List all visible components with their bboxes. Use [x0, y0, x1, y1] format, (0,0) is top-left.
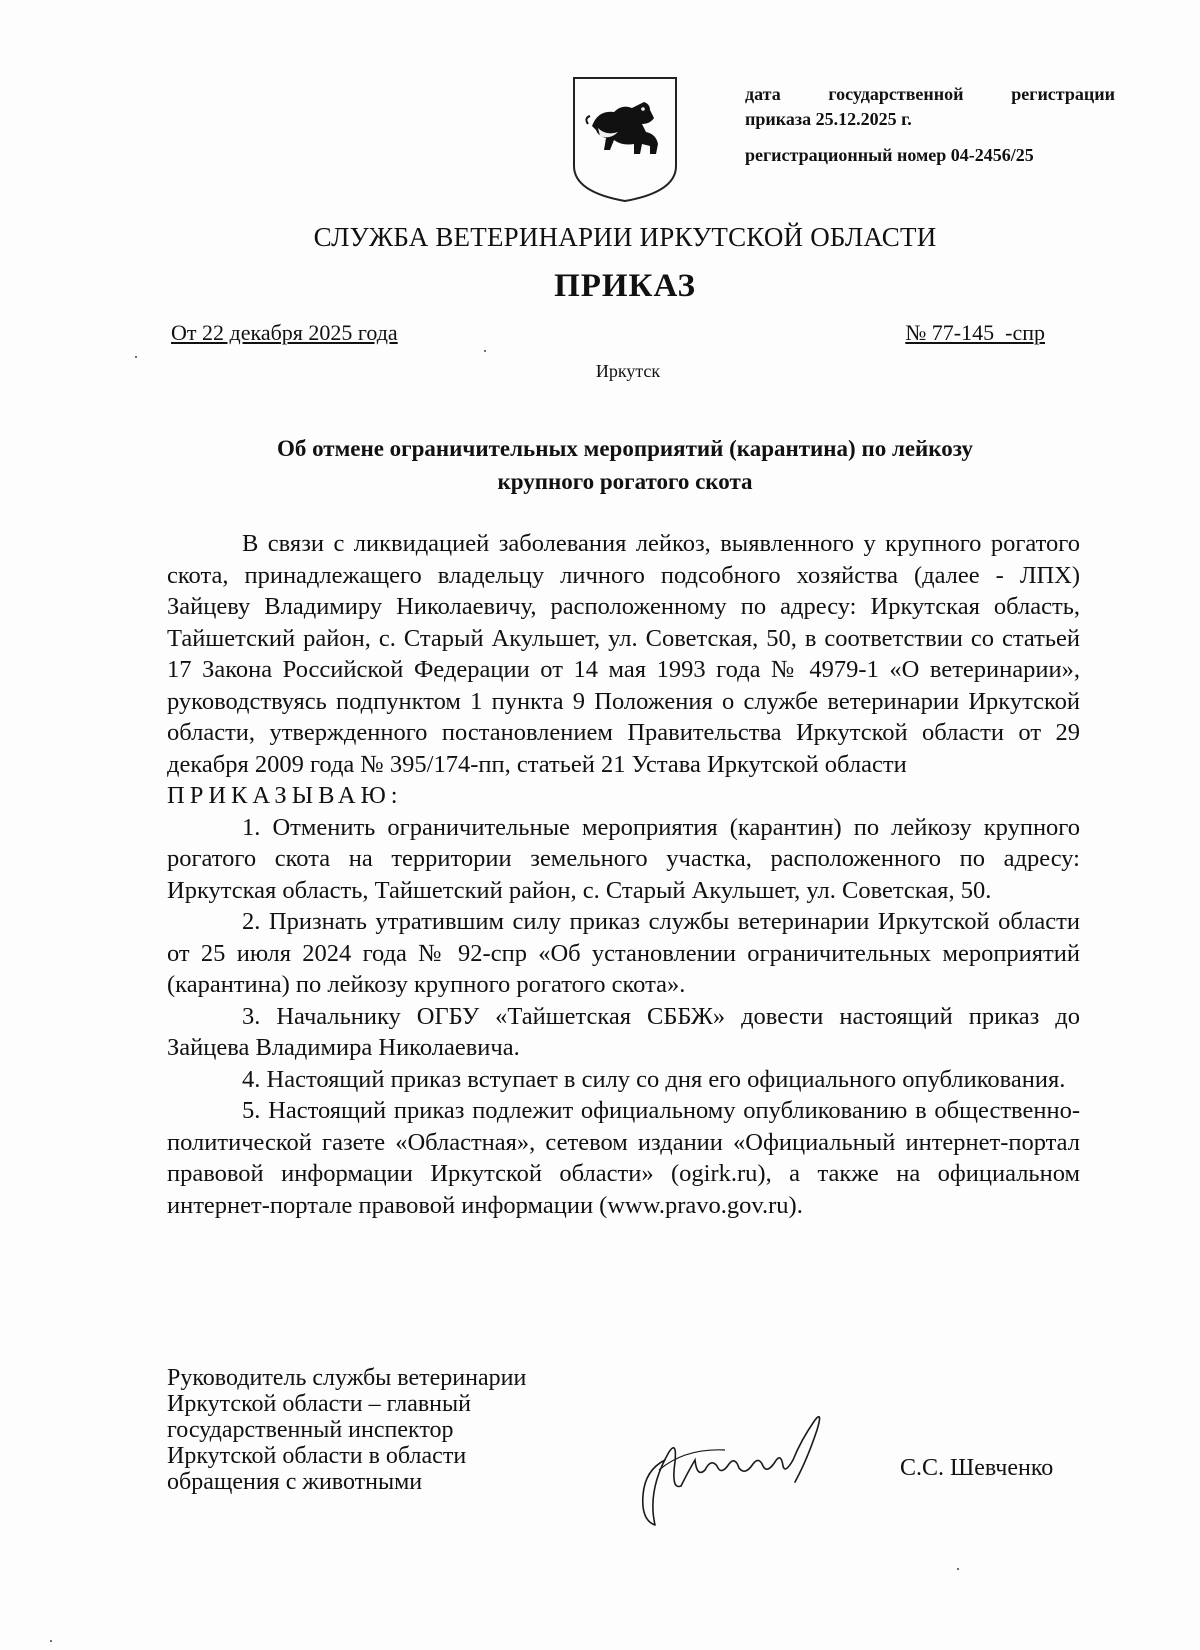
title-line: крупного рогатого скота	[497, 469, 753, 494]
agency-name: СЛУЖБА ВЕТЕРИНАРИИ ИРКУТСКОЙ ОБЛАСТИ	[313, 222, 937, 252]
registration-word: дата	[745, 84, 781, 104]
registration-date: приказа 25.12.2025 г.	[745, 109, 912, 129]
signatory-name: С.С. Шевченко	[900, 1455, 1054, 1481]
registration-block	[745, 82, 1115, 168]
order-number: № 77-145 -спр	[905, 320, 1045, 345]
document-body	[167, 528, 1080, 1221]
title-line: Об отмене ограничительных мероприятий (карантина) по лейкозу	[276, 436, 974, 461]
command-word: ПРИКАЗЫВАЮ:	[167, 782, 403, 809]
document-title	[190, 432, 1060, 498]
order-item-3: 3. Начальнику ОГБУ «Тайшетская СББЖ» довести настоящий приказ до Зайцева Владимира Николаевича.	[167, 1002, 1080, 1061]
scan-speck	[484, 350, 486, 352]
scan-speck	[50, 1640, 52, 1642]
order-item-5: 5. Настоящий приказ подлежит официальному опубликованию в общественно-политической газете «Областная», сетевом издании «Официальный интернет-портал правовой информации Иркутской области» (ogirk.ru), а также на официальном интернет-портале правовой информации (www.pravo.gov.ru).	[167, 1097, 1080, 1219]
scan-speck	[135, 356, 137, 358]
registration-word: регистрации	[1011, 84, 1115, 104]
city: Иркутск	[595, 361, 661, 381]
document-type: ПРИКАЗ	[554, 268, 696, 304]
order-item-1: 1. Отменить ограничительные мероприятия (карантин) по лейкозу крупного рогатого скота на территории земельного участка, расположенного по адресу: Иркутская область, Тайшетский район, с. Старый Акульшет, ул. Советская, 50.	[167, 813, 1080, 904]
registration-line1	[745, 82, 1115, 107]
handwritten-signature-icon	[625, 1400, 865, 1530]
irkutsk-coat-of-arms-icon	[570, 74, 680, 204]
signatory-title: Руководитель службы ветеринарии Иркутской области – главный государственный инспектор Иркутской области в области обращения с животными	[167, 1365, 527, 1495]
registration-number: регистрационный номер 04-2456/25	[745, 145, 1034, 165]
order-item-2: 2. Признать утратившим силу приказ службы ветеринарии Иркутской области от 25 июля 2024 года № 92-спр «Об установлении ограничительных мероприятий (карантина) по лейкозу крупного рогатого скота».	[167, 908, 1080, 998]
order-date: От 22 декабря 2025 года	[171, 320, 398, 345]
intro-paragraph: В связи с ликвидацией заболевания лейкоз, выявленного у крупного рогатого скота, принадлежащего владельцу личного подсобного хозяйства (далее - ЛПХ) Зайцеву Владимиру Николаевичу, расположенному по адресу: Иркутская область, Тайшетский район, с. Старый Акульшет, ул. Советская, 50, в соответствии со статьей 17 Закона Российской Федерации от 14 мая 1993 года № 4979-1 «О ветеринарии», руководствуясь подпунктом 1 пункта 9 Положения о службе ветеринарии Иркутской области, утвержденного постановлением Правительства Иркутской области от 29 декабря 2009 года № 395/174-пп, статьей 21 Устава Иркутской области	[167, 530, 1080, 778]
scan-speck	[957, 1568, 959, 1570]
order-item-4: 4. Настоящий приказ вступает в силу со дня его официального опубликования.	[242, 1065, 1066, 1093]
registration-word: государственной	[828, 84, 964, 104]
